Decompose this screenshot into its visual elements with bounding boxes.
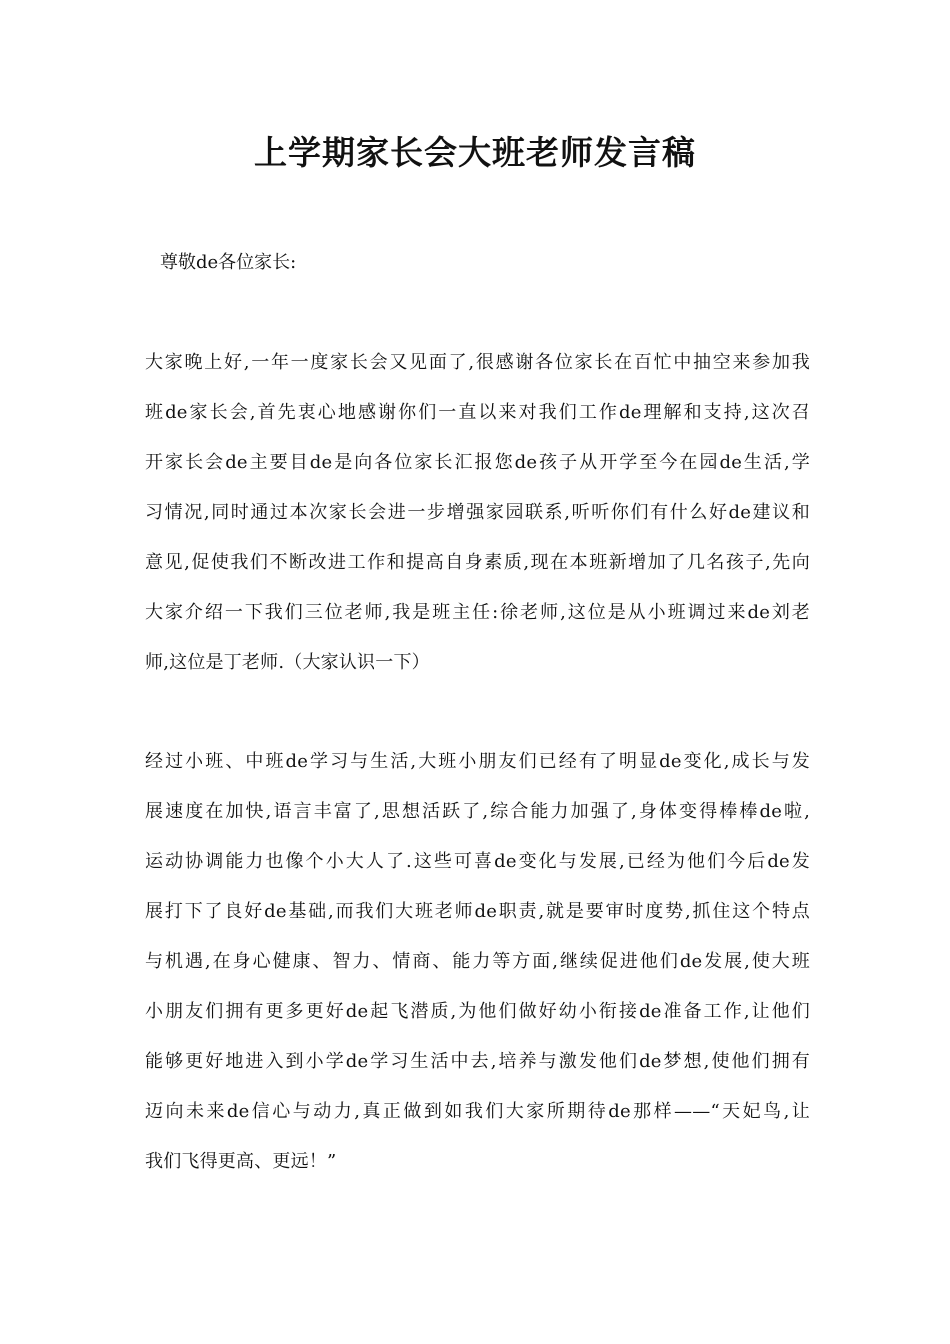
paragraph-line: 展速度在加快,语言丰富了,思想活跃了,综合能力加强了,身体变得棒棒de啦, bbox=[145, 801, 810, 822]
document-title: 上学期家长会大班老师发言稿 bbox=[254, 133, 696, 172]
paragraph-line: 习情况,同时通过本次家长会进一步增强家园联系,听听你们有什么好de建议和 bbox=[145, 502, 810, 523]
paragraph-line: 大家晚上好,一年一度家长会又见面了,很感谢各位家长在百忙中抽空来参加我 bbox=[145, 352, 810, 373]
paragraph-introduction bbox=[145, 338, 810, 688]
paragraph-line: 运动协调能力也像个小大人了.这些可喜de变化与发展,已经为他们今后de发 bbox=[145, 851, 810, 872]
paragraph-development bbox=[145, 737, 810, 1187]
paragraph-line: 师,这位是丁老师.（大家认识一下） bbox=[145, 652, 430, 673]
paragraph-line: 小朋友们拥有更多更好de起飞潜质,为他们做好幼小衔接de准备工作,让他们 bbox=[145, 1001, 810, 1022]
paragraph-line: 展打下了良好de基础,而我们大班老师de职责,就是要审时度势,抓住这个特点 bbox=[145, 901, 810, 922]
paragraph-line: 大家介绍一下我们三位老师,我是班主任:徐老师,这位是从小班调过来de刘老 bbox=[145, 602, 810, 623]
paragraph-line: 班de家长会,首先衷心地感谢你们一直以来对我们工作de理解和支持,这次召 bbox=[145, 402, 810, 423]
paragraph-line: 能够更好地进入到小学de学习生活中去,培养与激发他们de梦想,使他们拥有 bbox=[145, 1051, 810, 1072]
paragraph-line: 我们飞得更高、更远！” bbox=[145, 1151, 337, 1172]
paragraph-line: 迈向未来de信心与动力,真正做到如我们大家所期待de那样——“天妃鸟,让 bbox=[145, 1101, 810, 1122]
paragraph-line: 意见,促使我们不断改进工作和提高自身素质,现在本班新增加了几名孩子,先向 bbox=[145, 552, 810, 573]
paragraph-line: 经过小班、中班de学习与生活,大班小朋友们已经有了明显de变化,成长与发 bbox=[145, 751, 810, 772]
paragraph-line: 开家长会de主要目de是向各位家长汇报您de孩子从开学至今在园de生活,学 bbox=[145, 452, 810, 473]
paragraph-line: 与机遇,在身心健康、智力、情商、能力等方面,继续促进他们de发展,使大班 bbox=[145, 951, 810, 972]
salutation: 尊敬de各位家长: bbox=[160, 252, 297, 273]
